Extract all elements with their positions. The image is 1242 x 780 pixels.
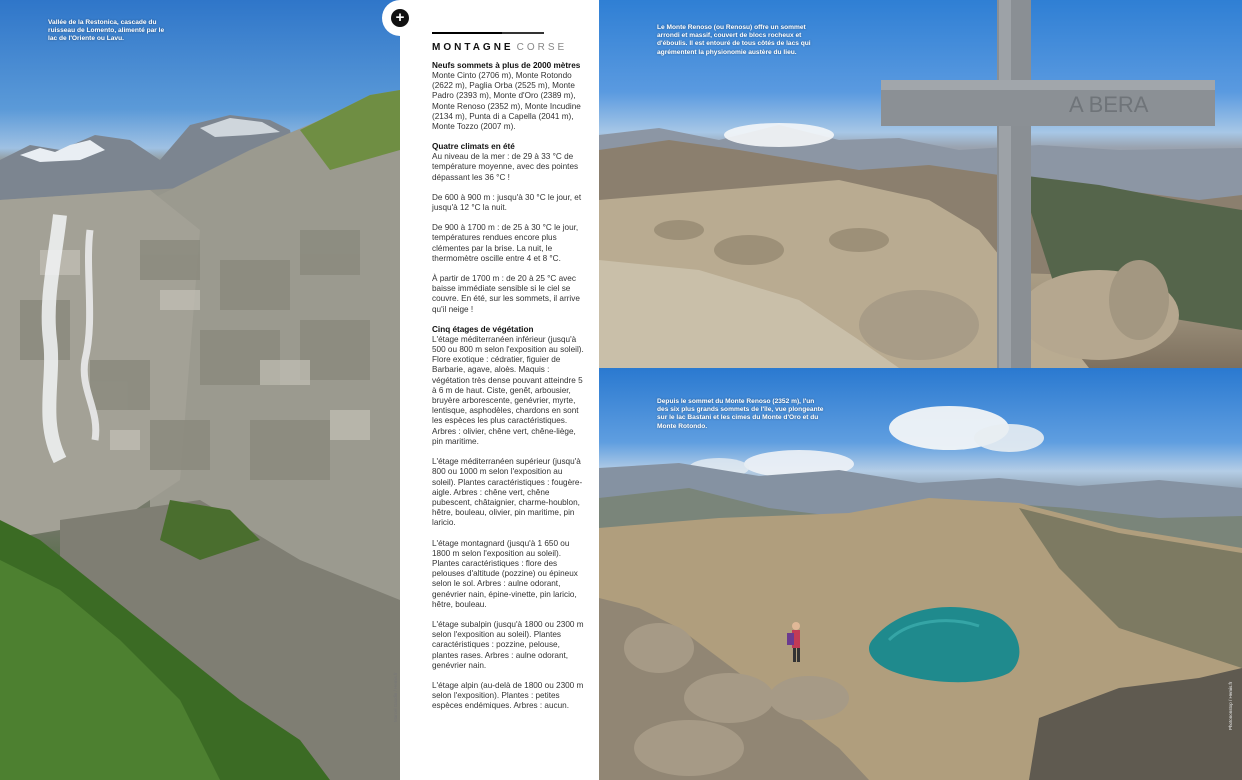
section-heading: Neufs sommets à plus de 2000 mètres — [432, 61, 581, 70]
paragraph: L'étage subalpin (jusqu'à 1800 ou 2300 m selon l'exposition au soleil). Plantes caractéristiques : pozzine, pelouse, plantes rases. Arbres : aulne odorant, genévrier nain. — [432, 619, 584, 670]
paragraph: L'étage montagnard (jusqu'à 1 650 ou 1800 m selon l'exposition au soleil). Plantes caractéristiques : flore des pelouses d'altitude (pozzine) ou épineux selon le sol. Arbres : aulne odorant, genévrier nain, épine-vinette, pin laricio, hêtre, bouleau. — [432, 538, 578, 609]
info-column — [400, 0, 599, 780]
photo-credit: Marcel Gaudin / Hemis.fr — [393, 672, 398, 722]
cross-inscription: A BERA — [1069, 92, 1149, 117]
paragraph: Monte Cinto (2706 m), Monte Rotondo (2622 m), Paglia Orba (2525 m), Monte Padro (2393 m), Monte d'Oro (2389 m), Monte Renoso (2352 m), Monte Incudine (2134 m), Punta di a Capella (2041 m), Monte Tozzo (2007 m). — [432, 71, 581, 132]
title-bold: MONTAGNE — [432, 42, 514, 53]
section-climates — [432, 142, 587, 315]
photo-caption: Vallée de la Restonica, cascade du ruisseau de Lomento, alimenté par le lac de l'Oriente ou Lavu. — [48, 19, 165, 43]
title-rule — [432, 32, 544, 34]
waterfall-illustration — [0, 0, 400, 780]
paragraph: De 900 à 1700 m : de 25 à 30 °C le jour, températures rendues encore plus clémentes par la brise. La nuit, le thermomètre oscille entre 4 et 8 °C. — [432, 223, 579, 263]
title-light: CORSE — [516, 42, 568, 53]
paragraph: Au niveau de la mer : de 29 à 33 °C de température moyenne, avec des pointes dépassant les 36 °C ! — [432, 152, 579, 182]
section-vegetation — [432, 325, 587, 712]
plus-icon — [382, 0, 418, 36]
photo-caption: Le Monte Renoso (ou Renosu) offre un sommet arrondi et massif, couvert de blocs rocheux et d'éboulis. Il est entouré de tous côtés de lacs qui agrémentent la physionomie austère du lieu. — [657, 24, 811, 56]
section-summits — [432, 61, 587, 132]
section-heading: Quatre climats en été — [432, 142, 515, 152]
paragraph: L'étage méditerranéen inférieur (jusqu'à 500 ou 800 m selon l'exposition au soleil). Flore exotique : cédratier, figuier de Barbarie, agave, aloès. Maquis : végétation très dense pouvant atteindre 5 à 6 m de haut. Ciste, genêt, arbousier, bruyère arborescente, genévrier, myrte, lentisque, asphodèles, chardons en sont les espèces les plus caractéristiques. Arbres : olivier, chêne vert, chêne-liège, pin maritime. — [432, 334, 584, 446]
paragraph: De 600 à 900 m : jusqu'à 30 °C le jour, et jusqu'à 12 °C la nuit. — [432, 192, 582, 213]
paragraph: L'étage alpin (au-delà de 1800 ou 2300 m selon l'exposition). Plantes : petites espèces endémiques. Arbres : aucun. — [432, 680, 584, 711]
paragraph: L'étage méditerranéen supérieur (jusqu'à 800 ou 1000 m selon l'exposition au soleil). Plantes caractéristiques : fougère-aigle. Arbres : chêne vert, chêne pubescent, châtaignier, charme-houblon, hêtre, bouleau, olivier, pin maritime, pin laricio. — [432, 457, 583, 528]
plus-symbol: + — [391, 9, 409, 27]
photo-caption: Depuis le sommet du Monte Renoso (2352 m), l'un des six plus grands sommets de l'île, vue plongeante sur le lac Bastani et les cimes du Monte d'Oro et du Monte Rotondo. — [657, 398, 824, 430]
photo-monte-renoso-cross — [599, 0, 1242, 368]
photo-restonica-waterfall — [0, 0, 400, 780]
paragraph: À partir de 1700 m : de 20 à 25 °C avec baisse immédiate sensible si le ciel se couvre. En été, sur les sommets, il arrive qu'il neige ! — [432, 274, 580, 314]
section-heading: Cinq étages de végétation — [432, 324, 534, 334]
photo-credit: Photononstop / Hemis.fr — [1228, 681, 1233, 730]
section-title — [432, 42, 587, 53]
photo-lac-bastani — [599, 368, 1242, 780]
